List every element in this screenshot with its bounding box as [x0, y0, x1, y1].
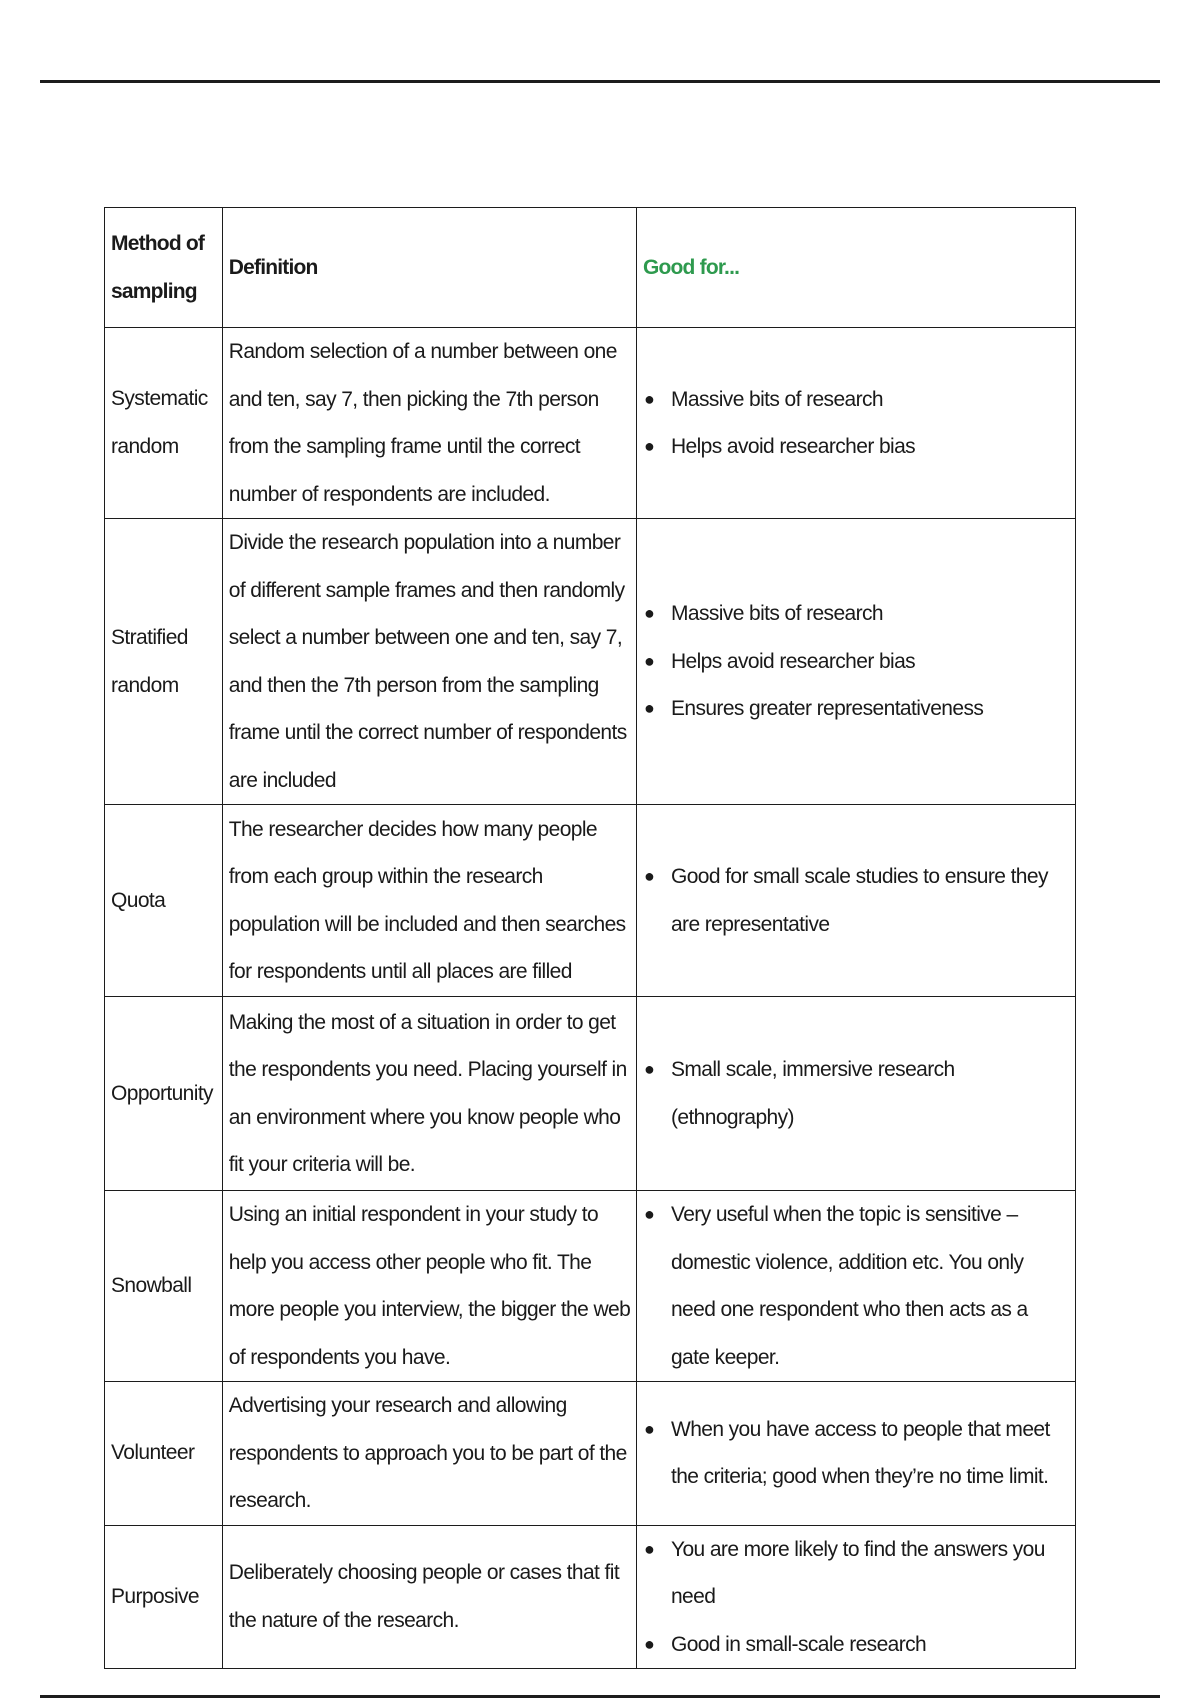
table-row [105, 997, 1076, 1191]
list-item: ● Very useful when the topic is sensitive – domestic violence, addition etc. You only need one respondent who then acts as a gate keeper. [671, 1191, 1069, 1381]
header-definition: Definition [222, 208, 636, 328]
method-cell: Snowball [105, 1191, 223, 1382]
good-for-cell [636, 328, 1075, 519]
bullet-icon: ● [643, 388, 655, 409]
sampling-methods-table [104, 207, 1076, 1669]
bullet-icon: ● [643, 650, 655, 671]
method-cell: Systematic random [105, 328, 223, 519]
header-method: Method of sampling [105, 208, 223, 328]
definition-cell: Random selection of a number between one and ten, say 7, then picking the 7th person from the sampling frame until the correct number of respondents are included. [222, 328, 636, 519]
definition-cell: Using an initial respondent in your study to help you access other people who fit. The more people you interview, the bigger the web of respondents you have. [222, 1191, 636, 1382]
good-for-cell [636, 997, 1075, 1191]
good-for-cell [636, 1525, 1075, 1669]
table-row [105, 1525, 1076, 1669]
good-for-cell [636, 805, 1075, 997]
good-for-list [643, 376, 1069, 471]
table-row [105, 519, 1076, 805]
bullet-icon: ● [643, 698, 655, 719]
definition-cell: Deliberately choosing people or cases that fit the nature of the research. [222, 1525, 636, 1669]
table-row [105, 805, 1076, 997]
list-item: ● Helps avoid researcher bias [671, 638, 1069, 686]
bottom-rule [40, 1695, 1160, 1698]
table-row [105, 1382, 1076, 1526]
list-item: ● Good for small scale studies to ensure they are representative [671, 853, 1069, 948]
table-header-row [105, 208, 1076, 328]
method-cell: Stratified random [105, 519, 223, 805]
method-cell: Purposive [105, 1525, 223, 1669]
good-for-cell [636, 1382, 1075, 1526]
bullet-icon: ● [643, 1204, 655, 1224]
top-rule [40, 80, 1160, 83]
list-item: ● You are more likely to find the answers you need [671, 1526, 1069, 1621]
method-cell: Quota [105, 805, 223, 997]
list-item: ● Massive bits of research [671, 376, 1069, 424]
bullet-icon: ● [643, 1418, 655, 1439]
method-cell: Volunteer [105, 1382, 223, 1526]
list-item: ● Good in small-scale research [671, 1621, 1069, 1669]
good-for-cell [636, 1191, 1075, 1382]
list-item: ● Helps avoid researcher bias [671, 423, 1069, 471]
header-good-for: Good for... [636, 208, 1075, 328]
bullet-icon: ● [643, 866, 655, 886]
bullet-icon: ● [643, 1633, 655, 1654]
bullet-icon: ● [643, 603, 655, 624]
table-row [105, 1191, 1076, 1382]
good-for-list [643, 1526, 1069, 1669]
bullet-icon: ● [643, 1538, 655, 1559]
list-item: ● Massive bits of research [671, 590, 1069, 638]
list-item: ● Small scale, immersive research (ethnography) [671, 1046, 1069, 1141]
bullet-icon: ● [643, 1059, 655, 1079]
good-for-list [643, 1406, 1069, 1501]
definition-cell: The researcher decides how many people from each group within the research population will be included and then searches for respondents until all places are filled [222, 805, 636, 997]
definition-cell: Divide the research population into a number of different sample frames and then randomly select a number between one and ten, say 7, and then the 7th person from the sampling frame until the correct number of respondents are included [222, 519, 636, 805]
good-for-list [643, 590, 1069, 733]
good-for-list [643, 1046, 1069, 1141]
good-for-cell [636, 519, 1075, 805]
table-row [105, 328, 1076, 519]
good-for-list [643, 1191, 1069, 1381]
bullet-icon: ● [643, 436, 655, 456]
list-item: ● Ensures greater representativeness [671, 685, 1069, 733]
good-for-list [643, 853, 1069, 948]
method-cell: Opportunity [105, 997, 223, 1191]
definition-cell: Advertising your research and allowing respondents to approach you to be part of the research. [222, 1382, 636, 1526]
list-item: ● When you have access to people that meet the criteria; good when they’re no time limit. [671, 1406, 1069, 1501]
definition-cell: Making the most of a situation in order to get the respondents you need. Placing yourself in an environment where you know people who fit your criteria will be. [222, 997, 636, 1191]
